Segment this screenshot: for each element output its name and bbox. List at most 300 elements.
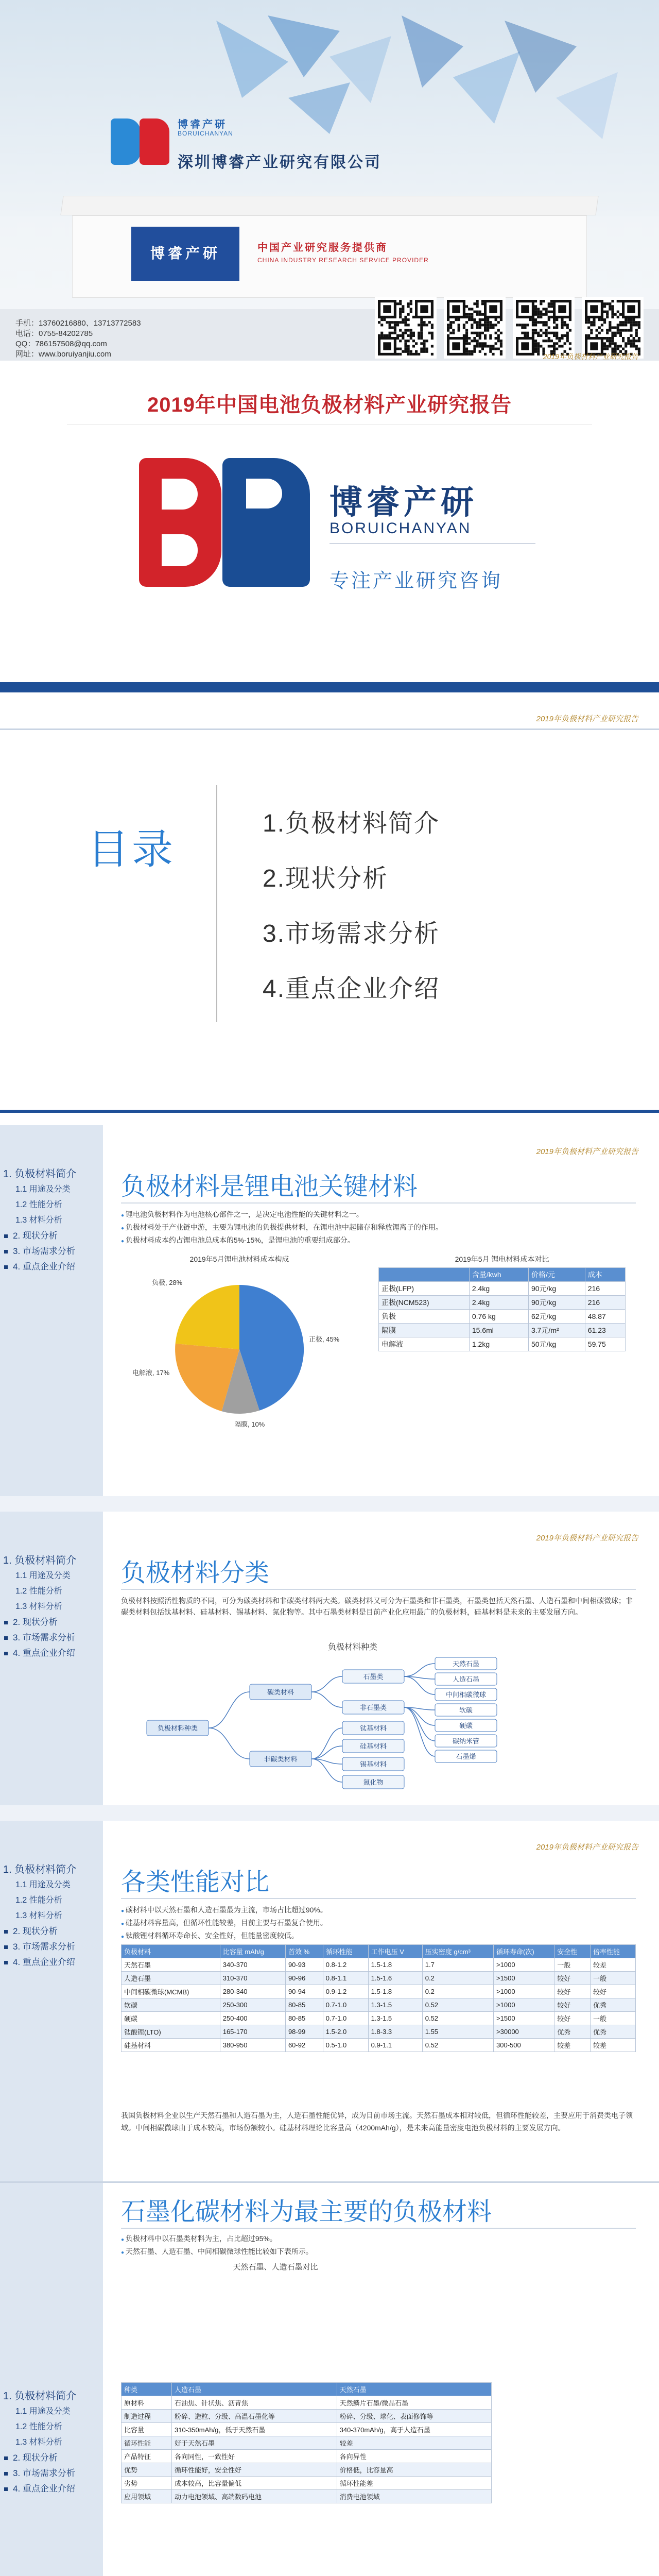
slide-heading: 石墨化碳材料为最主要的负极材料 [121,2198,492,2226]
sidebar-item-label: 3. 市场需求分析 [13,1942,75,1952]
sidebar-item[interactable] [4,2404,75,2419]
table-title: 2019年5月 锂电材料成本对比 [455,1255,549,1263]
table-cell: 较好 [554,1972,591,1985]
tree-node: 非石墨类 [359,1704,387,1711]
table-cell: 0.8-1.2 [323,1958,368,1972]
table-cell: >1500 [494,1972,554,1985]
tree-node: 氮化物 [363,1778,384,1786]
table-cell: 340-370mAh/g，高于人造石墨 [337,2423,491,2436]
slide-cost-structure [0,1125,659,1512]
table-header-cell: 压实密度 g/cm³ [422,1945,493,1958]
table-cell: 原材料 [122,2396,172,2410]
cost-table [378,1267,626,1351]
table-row [122,2436,492,2450]
table-row [379,1296,626,1310]
table-cell: 280-340 [220,1985,285,1998]
contact-website[interactable]: 网址：www.boruiyanjiu.com [15,350,111,359]
table-cell: 隔膜 [379,1324,470,1337]
contact-phone-mobile: 手机：13760216880、13713772583 [15,319,141,328]
table-cell: 1.5-1.8 [368,1958,422,1972]
toc-item[interactable]: 1.负极材料简介 [263,810,440,837]
contact-qq: QQ：786157508@qq.com [15,340,107,348]
tree-leaf: 天然石墨 [452,1660,480,1668]
tree-leaf: 硬碳 [459,1722,473,1730]
table-cell: 较差 [590,1958,635,1972]
section-tag: 2019年负极材料产业研究报告 [536,1147,638,1156]
table-cell: 较好 [554,1985,591,1998]
heading-rule [121,1898,636,1899]
heading-rule [121,1589,636,1590]
table-cell: 48.87 [585,1310,625,1324]
toc-item[interactable]: 2.现状分析 [263,865,389,892]
bullet: ● 负极材料中以石墨类材料为主，占比超过95%。 [121,2233,636,2246]
sidebar-title: 1. 负极材料简介 [3,1168,77,1180]
table-cell: 较好 [590,1985,635,1998]
bullet-square-icon [4,1250,8,1253]
sidebar-item-label: 4. 重点企业介绍 [13,1957,75,1967]
table-cell: 优秀 [554,2025,591,2039]
sidebar-item[interactable] [4,1877,75,1893]
slide-content [121,2382,646,2576]
table-cell: 0.52 [422,2039,493,2052]
sidebar-item-label: 2. 现状分析 [13,1617,58,1627]
wall-triangles [0,0,659,216]
table-cell: 90元/kg [528,1296,585,1310]
table-cell: 一般 [590,1972,635,1985]
table-row [122,2490,492,2503]
table-cell: 2.4kg [469,1296,528,1310]
bullet: ● 锂电池负极材料作为电池核心部件之一，是决定电池性能的关键材料之一。 [121,1209,636,1222]
table-row [122,2039,636,2052]
counter-logo-panel: 博睿产研 [131,227,239,281]
brand-divider [330,543,535,544]
table-cell: 250-300 [220,1998,285,2012]
sidebar-item-label: 3. 市场需求分析 [13,1246,75,1256]
table-cell: 较差 [554,2039,591,2052]
bullet-square-icon [4,2472,8,2476]
sidebar-item[interactable] [4,1568,75,1584]
sidebar-item[interactable] [4,1182,75,1197]
sidebar [0,2382,103,2576]
table-header-cell: 天然石墨 [337,2383,491,2396]
table-cell: 1.55 [422,2025,493,2039]
table-row [122,2423,492,2436]
table-row [122,2396,492,2410]
sidebar-list [4,1568,75,1661]
slide-content [121,1821,646,2382]
table-row [122,2410,492,2423]
toc-list [263,803,440,1024]
table-row [122,2025,636,2039]
table-cell: 60-92 [285,2039,323,2052]
table-cell: 一般 [554,1958,591,1972]
sidebar [0,1512,103,1821]
sidebar-item[interactable] [4,2450,75,2466]
table-cell: 负极 [379,1310,470,1324]
pie-label: 负极, 28% [152,1279,183,1286]
tree-leaf: 碳纳米管 [452,1737,480,1745]
sidebar-item[interactable] [4,2419,75,2435]
table-cell: 较差 [590,2039,635,2052]
qr-code-icon [582,297,644,359]
table-row [122,2463,492,2477]
bullet-square-icon [4,1945,8,1949]
table-cell: 硬碳 [122,2012,220,2025]
table-cell: 216 [585,1282,625,1296]
bullet: ● 负极材料成本约占锂电池总成本的5%-15%，是锂电池的重要组成部分。 [121,1234,636,1247]
table-header-cell: 人造石墨 [172,2383,337,2396]
table-cell: >1000 [494,1998,554,2012]
toc-bottom-bar [0,1110,659,1113]
table-cell: 粉碎、分级、球化、表面修饰等 [337,2410,491,2423]
tree-node: 钛基材料 [359,1724,387,1732]
table-cell: 硅基材料 [122,2039,220,2052]
sidebar-list [4,2404,75,2497]
counter-slogan-en: CHINA INDUSTRY RESEARCH SERVICE PROVIDER [257,257,429,264]
sidebar-item[interactable] [4,1955,75,1970]
tree-node: 石墨类 [363,1673,384,1681]
table-cell: 1.5-1.6 [368,1972,422,1985]
table-cell: 61.23 [585,1324,625,1337]
table-row [122,1972,636,1985]
table-cell: 90-96 [285,1972,323,1985]
table-cell: 0.52 [422,2012,493,2025]
table-row [379,1337,626,1351]
sidebar-item[interactable] [4,1213,75,1228]
table-row [122,1958,636,1972]
section-tag: 2019年负极材料产业研究报告 [536,715,638,723]
table-cell: 应用领域 [122,2490,172,2503]
sidebar-item-label: 1.1 用途及分类 [15,1185,71,1194]
sidebar-item[interactable] [4,1615,75,1630]
table-cell: 165-170 [220,2025,285,2039]
table-cell: 0.2 [422,1985,493,1998]
sidebar [0,1125,103,1512]
table-cell: 制造过程 [122,2410,172,2423]
slide-bullets [121,2233,636,2259]
table-cell: 15.6ml [469,1324,528,1337]
toc-title: 目录 [88,826,176,872]
classification-tree [121,1656,636,1805]
table-cell: 消费电池领域 [337,2490,491,2503]
sidebar-item-label: 2. 现状分析 [13,1231,58,1241]
table-row [379,1282,626,1296]
table-cell: 成本较高，比容量偏低 [172,2477,337,2490]
sidebar-item[interactable] [4,1599,75,1615]
sidebar-item[interactable] [4,1259,75,1275]
sidebar-item-label: 1.3 材料分析 [15,1602,62,1611]
slide-content [121,1125,646,1512]
table-header-cell: 成本 [585,1268,625,1282]
bullet: ● 钛酸锂材料循环寿命长、安全性好，但能量密度较低。 [121,1930,636,1943]
table-cell: 1.7 [422,1958,493,1972]
slide-footer [0,1496,659,1512]
table-cell: 90-94 [285,1985,323,1998]
slide-paragraph: 我国负极材料企业以生产天然石墨和人造石墨为主，人造石墨性能优异，成为目前市场主流。天然石墨成本相对较低，但循环性能较差，主要应用于消费类电子领域。中间相碳微球由于成本较高，市场份额较小。硅基材料理论比容量高（4200mAh/g），是未来高能量密度电池负极材料的主要发展方向。 [121,2111,633,2132]
table-cell: 优势 [122,2463,172,2477]
slide-heading: 负极材料分类 [121,1560,270,1587]
table-cell: 循环性能好，安全性好 [172,2463,337,2477]
contact-phone: 电话：0755-84202785 [15,329,93,338]
table-cell: 石油焦、针状焦、沥青焦 [172,2396,337,2410]
qr-code-icon [444,297,506,359]
pie-title: 2019年5月锂电池材料成本构成 [189,1255,289,1263]
cover-bottom-bar [0,682,659,692]
sidebar-title: 1. 负极材料简介 [3,2391,77,2402]
sidebar-item-label: 1.2 性能分析 [15,1587,62,1596]
table-cell: 80-85 [285,2012,323,2025]
table-cell: 较好 [554,2012,591,2025]
tree-root: 负极材料种类 [157,1724,198,1732]
pie-svg [131,1264,348,1429]
tree-node: 硅基材料 [359,1742,387,1750]
table-cell: 优秀 [590,2025,635,2039]
performance-table [121,1944,636,2052]
bullet-square-icon [4,1930,8,1934]
slide-bullets [121,1209,636,1247]
bullet: ● 负极材料处于产业链中游，主要为锂电池的负极提供材料，在锂电池中起储存和释放锂离子的作用。 [121,1222,636,1234]
table-cell: 0.7-1.0 [323,1998,368,2012]
sidebar-item[interactable] [4,1939,75,1955]
sidebar-item[interactable] [4,1197,75,1213]
table-cell: 250-400 [220,2012,285,2025]
pie-slice-anode [176,1285,239,1349]
bullet-square-icon [4,1621,8,1624]
wall-brand-sub: BORUICHANYAN [178,130,233,137]
table-row [379,1324,626,1337]
qr-code-icon [513,297,575,359]
table-header-row [379,1268,626,1282]
table-cell: 216 [585,1296,625,1310]
sidebar-item-label: 4. 重点企业介绍 [13,1648,75,1658]
table-cell: 钛酸锂(LTO) [122,2025,220,2039]
pie-label: 电解液, 17% [132,1369,170,1377]
sidebar-title: 1. 负极材料简介 [3,1555,77,1566]
sidebar-item[interactable] [4,1924,75,1939]
table-cell: 天然鳞片石墨/微晶石墨 [337,2396,491,2410]
table-cell: 比容量 [122,2423,172,2436]
table-cell: 循环性能 [122,2436,172,2450]
table-cell: 人造石墨 [122,1972,220,1985]
report-title: 2019年中国电池负极材料产业研究报告 [147,394,512,416]
table-cell: 产品特征 [122,2450,172,2463]
table-row [122,1998,636,2012]
qr-code-icon [375,297,437,359]
sidebar-item-label: 1.3 材料分析 [15,1216,62,1225]
graphite-compare-table [121,2382,492,2503]
sidebar-item-label: 1.1 用途及分类 [15,1880,71,1889]
counter-slogan: 中国产业研究服务提供商 [257,242,388,253]
table-cell: 粉碎、造粒、分级、高温石墨化等 [172,2410,337,2423]
table-cell: 较差 [337,2436,491,2450]
pie-label: 隔膜, 10% [234,1420,265,1428]
table-cell: 软碳 [122,1998,220,2012]
table-header-cell: 首效 % [285,1945,323,1958]
bullet: ● 天然石墨、人造石墨、中间相碳微球性能比较如下表所示。 [121,2246,636,2259]
table-header-cell: 安全性 [554,1945,591,1958]
tree-leaf: 石墨烯 [456,1753,476,1760]
table-cell: >1000 [494,1985,554,1998]
slide-paragraph: 负极材料按照活性物质的不同，可分为碳类材料和非碳类材料两大类。碳类材料又可分为石墨类和非石墨类，石墨类包括天然石墨、人造石墨和中间相碳微球；非碳类材料包括钛基材料、硅基材料、锡基材料、氮化物等。其中石墨类材料是目前产业化应用最广的负极材料，硅基材料是未来的主要发展方向。 [121,1597,633,1616]
table-cell: 310-370 [220,1972,285,1985]
sidebar-item-label: 1.2 性能分析 [15,2422,62,2431]
table-header-cell: 循环性能 [323,1945,368,1958]
slide-bullets [121,1904,636,1943]
sidebar-item[interactable] [4,1908,75,1924]
tree-node: 碳类材料 [267,1688,294,1696]
sidebar-list [4,1182,75,1275]
table-header-cell: 种类 [122,2383,172,2396]
logo-letter-r-icon [222,458,310,587]
reception-counter [31,196,628,299]
sidebar-item[interactable] [4,1584,75,1599]
table-row [122,2450,492,2463]
table-cell: 1.5-2.0 [323,2025,368,2039]
table-header-row [122,2383,492,2396]
wall-brand-name: 博睿产研 [178,119,227,130]
table-cell: 正极(LFP) [379,1282,470,1296]
sidebar-item[interactable] [4,2466,75,2481]
sidebar-item[interactable] [4,1630,75,1646]
table-cell: 动力电池领域、高端数码电池 [172,2490,337,2503]
table-cell: 0.76 kg [469,1310,528,1324]
sidebar-title: 1. 负极材料简介 [3,1864,77,1875]
toc-item[interactable]: 4.重点企业介绍 [263,975,440,1003]
table-cell: 300-500 [494,2039,554,2052]
sidebar-item[interactable] [4,2435,75,2450]
bullet-square-icon [4,1265,8,1269]
table-cell: 价格低，比容量高 [337,2463,491,2477]
table-cell: 劣势 [122,2477,172,2490]
sidebar-item-label: 1.1 用途及分类 [15,2407,71,2416]
cover-brand-en: BORUICHANYAN [330,520,472,537]
table-cell: 380-950 [220,2039,285,2052]
sidebar-item-label: 2. 现状分析 [13,2453,58,2463]
table-cell: 1.3-1.5 [368,2012,422,2025]
table-cell: 340-370 [220,1958,285,1972]
sidebar-item[interactable] [4,1244,75,1259]
table-cell: 电解液 [379,1337,470,1351]
table-cell: 优秀 [590,1998,635,2012]
table-cell: 98-99 [285,2025,323,2039]
table-cell: 一般 [590,2012,635,2025]
sidebar-item[interactable] [4,1228,75,1244]
section-tag: 2019年负极材料产业研究报告 [536,1534,638,1543]
wall-logo [111,118,172,170]
slide-performance [0,1821,659,2382]
sidebar-item[interactable] [4,2481,75,2497]
pie-label: 正极, 45% [309,1335,340,1343]
toc-slide [0,692,659,1125]
table-cell: 循环性能差 [337,2477,491,2490]
wall-company-name: 深圳博睿产业研究有限公司 [178,154,381,171]
toc-item[interactable]: 3.市场需求分析 [263,920,440,947]
bullet-square-icon [4,2487,8,2491]
sidebar-item-label: 3. 市场需求分析 [13,2468,75,2478]
sidebar-item-label: 2. 现状分析 [13,1926,58,1936]
sidebar-item-label: 4. 重点企业介绍 [13,1262,75,1272]
sidebar-item[interactable] [4,1893,75,1908]
section-line [0,728,659,730]
table-cell: 62元/kg [528,1310,585,1324]
heading-rule [121,1202,636,1204]
table-cell: 1.2kg [469,1337,528,1351]
table-header-cell: 含量/kwh [469,1268,528,1282]
table-cell: 80-85 [285,1998,323,2012]
slide-heading: 各类性能对比 [121,1869,270,1896]
table-cell: 59.75 [585,1337,625,1351]
sidebar-item[interactable] [4,1646,75,1661]
cover-brand-name: 博睿产研 [330,484,478,521]
tree-node: 非碳类材料 [264,1755,298,1763]
table-cell: 0.7-1.0 [323,2012,368,2025]
sidebar-item-label: 1.2 性能分析 [15,1896,62,1905]
bullet: ● 硅基材料容量高，但循环性能较差，目前主要与石墨复合使用。 [121,1917,636,1930]
table-cell: 正极(NCM523) [379,1296,470,1310]
table-cell: 天然石墨 [122,1958,220,1972]
table-cell: 好于天然石墨 [172,2436,337,2450]
table-cell: 90元/kg [528,1282,585,1296]
sidebar-list [4,1877,75,1970]
table-cell: 较好 [554,1998,591,2012]
table-cell: >1500 [494,2012,554,2025]
table-title: 天然石墨、人造石墨对比 [233,2263,318,2272]
table-header-cell [379,1268,470,1282]
table-cell: 0.9-1.1 [368,2039,422,2052]
qr-code-row [375,297,644,359]
logo-letter-b-icon [139,458,221,587]
tree-leaf: 人造石墨 [452,1675,480,1683]
table-header-cell: 比容量 mAh/g [220,1945,285,1958]
tree-node: 锡基材料 [359,1760,387,1768]
table-cell: 90-93 [285,1958,323,1972]
table-cell: 1.5-1.8 [368,1985,422,1998]
contact-info [15,318,141,360]
section-tag: 2019年负极材料产业研究报告 [536,1843,638,1852]
slide-classification [0,1512,659,1821]
tree-leaf: 软碳 [459,1706,473,1714]
table-cell: 0.5-1.0 [323,2039,368,2052]
table-cell: 各向同性，一致性好 [172,2450,337,2463]
table-cell: 2.4kg [469,1282,528,1296]
table-cell: 0.9-1.2 [323,1985,368,1998]
bullet-square-icon [4,1961,8,1964]
table-cell: 3.7元/m² [528,1324,585,1337]
table-header-row [122,1945,636,1958]
cost-table-block [378,1254,626,1351]
table-cell: 0.8-1.1 [323,1972,368,1985]
sidebar-item-label: 1.2 性能分析 [15,1200,62,1209]
sidebar-item-label: 1.3 材料分析 [15,1911,62,1920]
sidebar-item-label: 1.1 用途及分类 [15,1571,71,1580]
table-header-cell: 循环寿命(次) [494,1945,554,1958]
table-cell: 50元/kg [528,1337,585,1351]
table-row [122,2477,492,2490]
table-cell: 0.52 [422,1998,493,2012]
table-row [122,2012,636,2025]
table-header-cell: 工作电压 V [368,1945,422,1958]
tree-leaf: 中间相碳微球 [445,1691,487,1699]
table-header-cell: 倍率性能 [590,1945,635,1958]
table-cell: 0.2 [422,1972,493,1985]
table-cell: 1.3-1.5 [368,1998,422,2012]
slide-graphite-compare [0,2382,659,2576]
sidebar-item-label: 3. 市场需求分析 [13,1633,75,1642]
table-cell: 中间相碳微球(MCMB) [122,1985,220,1998]
table-cell: >30000 [494,2025,554,2039]
sidebar-item-label: 4. 重点企业介绍 [13,2484,75,2494]
heading-rule [121,2228,636,2229]
